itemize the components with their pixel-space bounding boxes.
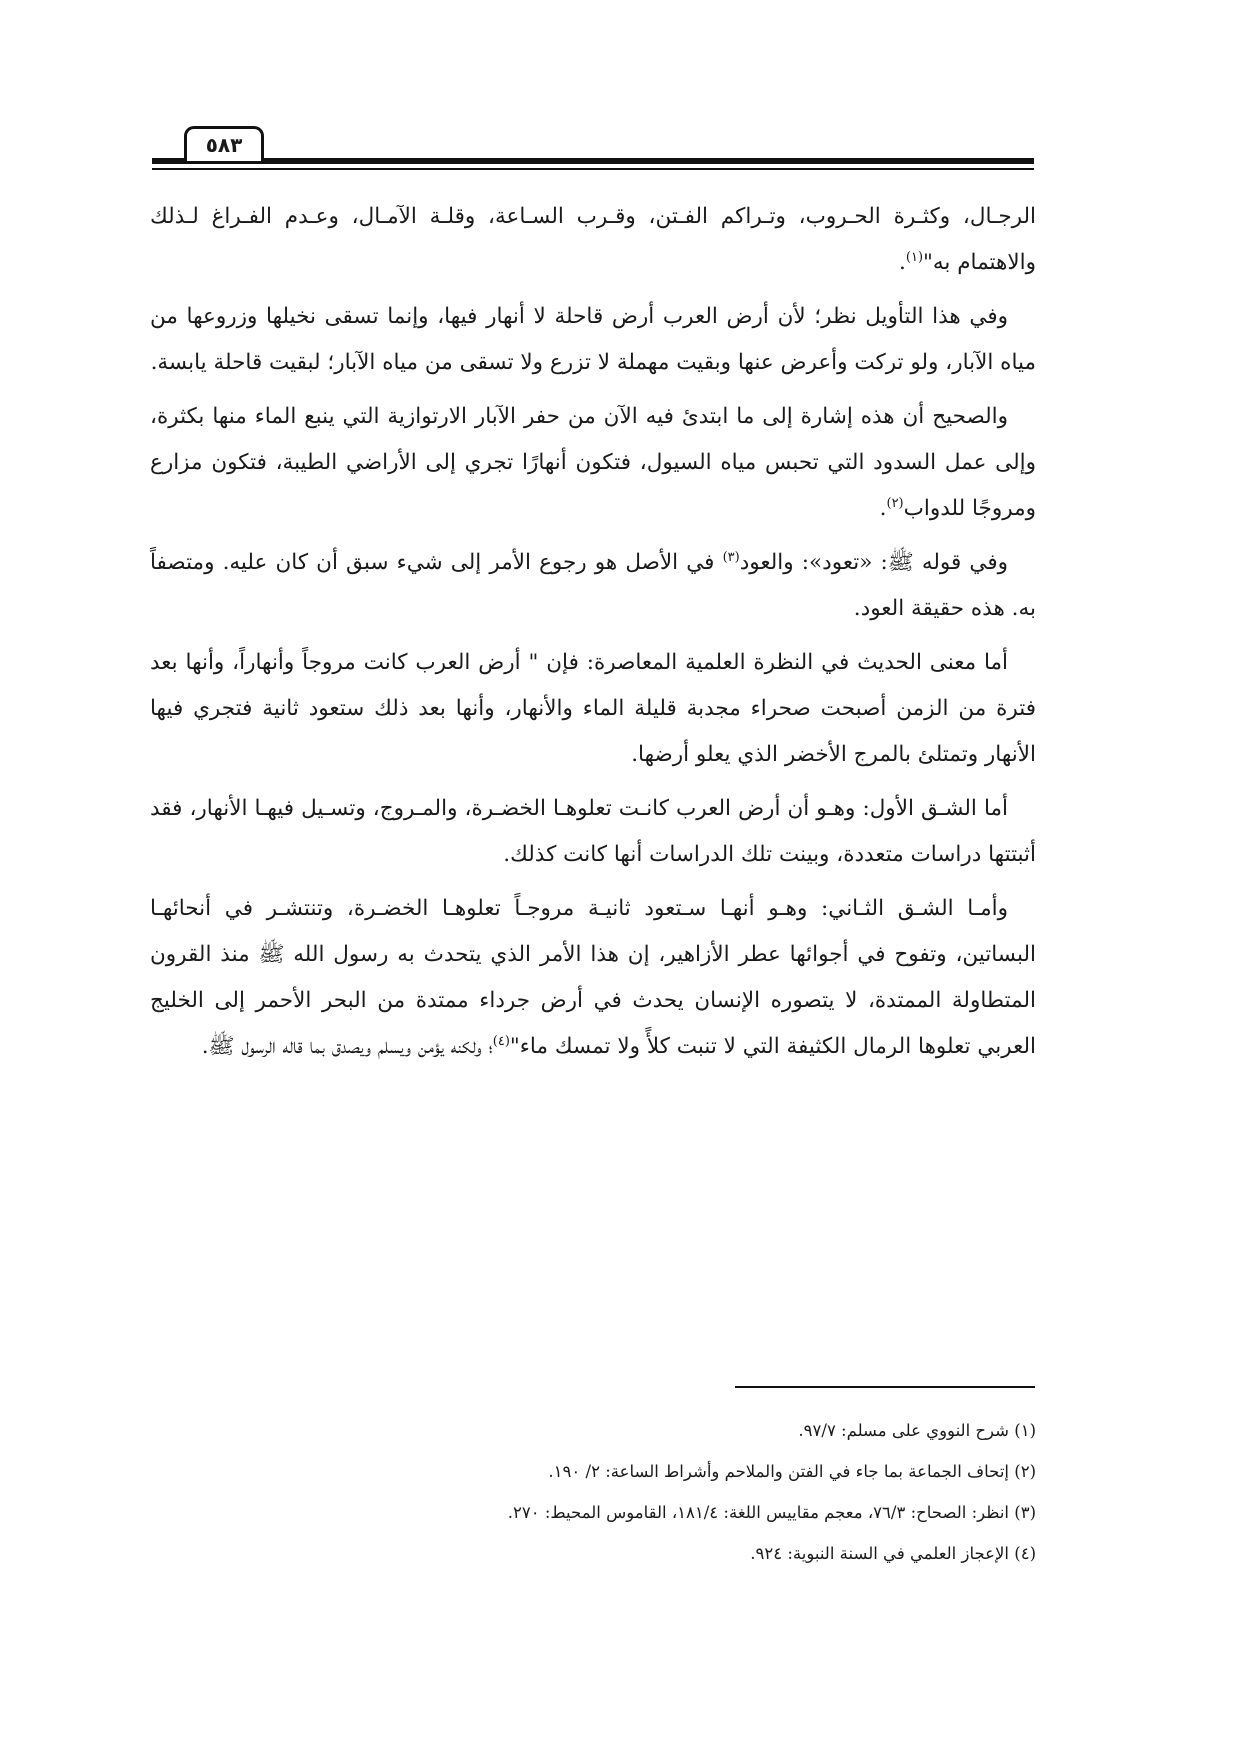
footnote: (٢) إتحاف الجماعة بما جاء في الفتن والملاحم وأشراط الساعة: ٢/ ١٩٠. <box>548 1462 1036 1481</box>
footnotes <box>300 1410 1036 1574</box>
footnote-ref: (٣) <box>722 549 740 565</box>
paragraph: الرجـال، وكثـرة الحـروب، وتـراكم الفـتن، وقـرب السـاعة، وقلـة الآمـال، وعـدم الفـراغ لـذلك والاهتمام به"$^{(١)}$. <box>150 204 1036 275</box>
footnote: (٣) انظر: الصحاح: ٧٦/٣، معجم مقاييس اللغة: ١٨١/٤، القاموس المحيط: ٢٧٠. <box>507 1503 1036 1522</box>
footnote-ref: (١) <box>905 249 924 265</box>
paragraph: وفي قوله ﷺ: «تعود»: والعود$^{(٣)}$ في الأصل هو رجوع الأمر إلى شيء سبق أن كان عليه. ومتصفاً به. هذه حقيقة العود. <box>150 549 1036 621</box>
body-text <box>150 194 1036 1078</box>
footnote: (٤) الإعجاز العلمي في السنة النبوية: ٩٢٤. <box>750 1544 1036 1563</box>
footnote-ref: (٢) <box>886 495 904 511</box>
paragraph: أما معنى الحديث في النظرة العلمية المعاصرة: فإن " أرض العرب كانت مروجاً وأنهاراً، وأنها بعد فترة من الزمن أصبحت صحراء مجدبة قليلة الماء والأنهار، وأنها بعد ذلك ستعود ثانية فتجري فيها الأنهار وتمتلئ بالمرج الأخضر الذي يعلو أرضها. <box>150 650 1036 767</box>
paragraph: وأمـا الشـق الثـاني: وهـو أنهـا سـتعود ثانيـة مروجـاً تعلوهـا الخضـرة، وتنتشـر في أنحائهـا البساتين، وتفوح في أجوائها عطر الأزاهير، إن هذا الأمر الذي يتحدث به رسول الله ﷺ منذ القرون المتطاولة الممتدة، لا يتصوره الإنسان يحدث في أرض جرداء ممتدة من البحر الأحمر إلى الخليج العربي تعلوها الرمال الكثيفة التي لا تنبت كلأً ولا تمسك ماء"$^{(٤)}$؛ ولكنه يؤمن ويسلم ويصدق بما قاله الرسول ﷺ. <box>150 896 1036 1059</box>
page-number: ٥٨٣ <box>184 126 264 161</box>
paragraph: وفي هذا التأويل نظر؛ لأن أرض العرب أرض قاحلة لا أنهار فيها، وإنما تسقى نخيلها وزروعها من مياه الآبار، ولو تركت وأعرض عنها وبقيت مهملة لا تزرع ولا تسقى من مياه الآبار؛ لبقيت قاحلة يابسة. <box>150 304 1036 375</box>
header-rule-thick <box>152 158 1034 164</box>
header-rule-thin <box>152 168 1034 170</box>
footnote-ref: (٤) <box>492 1033 510 1049</box>
paragraph: والصحيح أن هذه إشارة إلى ما ابتدئ فيه الآن من حفر الآبار الارتوازية التي ينبع الماء منها بكثرة، وإلى عمل السدود التي تحبس مياه السيول، فتكون أنهارًا تجري إلى الأراضي الطيبة، فتكون مزارع ومروجًا للدواب$^{(٢)}$. <box>150 404 1036 521</box>
paragraph: أما الشـق الأول: وهـو أن أرض العرب كانـت تعلوهـا الخضـرة، والمـروج، وتسـيل فيهـا الأنهار، فقد أثبتتها دراسات متعددة، وبينت تلك الدراسات أنها كانت كذلك. <box>150 796 1036 867</box>
footnote-separator <box>735 1386 1035 1388</box>
footnote: (١) شرح النووي على مسلم: ٩٧/٧. <box>798 1421 1036 1440</box>
page-header <box>152 118 1034 178</box>
